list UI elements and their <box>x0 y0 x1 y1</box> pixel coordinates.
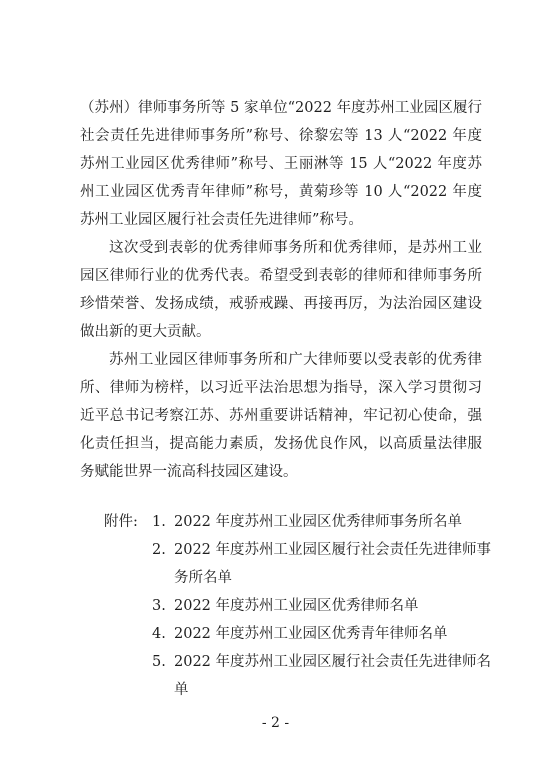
attachment-title: 2022 年度苏州工业园区履行社会责任先进律师名单 <box>174 654 492 698</box>
body-text <box>80 94 482 486</box>
attachment-title: 2022 年度苏州工业园区优秀律师名单 <box>174 598 419 614</box>
attachment-number: 3. <box>152 598 166 614</box>
attachment-number: 1. <box>152 514 166 530</box>
attachment-number: 4. <box>152 626 166 642</box>
attachments-list <box>152 508 494 704</box>
paragraph-continuation: （苏州）律师事务所等 5 家单位“2022 年度苏州工业园区履行社会责任先进律师事务所”称号、徐黎宏等 13 人“2022 年度苏州工业园区优秀律师”称号、王丽淋等 15 人“2022 年度苏州工业园区优秀青年律师”称号，黄菊珍等 10 人“2022 年度苏州工业园区履行社会责任先进律师”称号。 <box>80 100 482 228</box>
paragraph-commendation: 这次受到表彰的优秀律师事务所和优秀律师，是苏州工业园区律师行业的优秀代表。希望受到表彰的律师和律师事务所珍惜荣誉、发扬成绩，戒骄戒躁、再接再厉，为法治园区建设做出新的更大贡献。 <box>80 240 482 340</box>
attachment-item <box>152 648 494 704</box>
page-number: - 2 - <box>261 715 290 731</box>
attachment-number: 5. <box>152 654 166 670</box>
attachments-section <box>104 508 494 704</box>
attachment-item <box>152 536 494 592</box>
attachment-item <box>152 508 494 536</box>
attachments-label: 附件: <box>104 514 138 530</box>
attachment-number: 2. <box>152 542 166 558</box>
attachment-title: 2022 年度苏州工业园区优秀青年律师名单 <box>174 626 448 642</box>
paragraph-call-to-action: 苏州工业园区律师事务所和广大律师要以受表彰的优秀律所、律师为榜样，以习近平法治思想为指导，深入学习贯彻习近平总书记考察江苏、苏州重要讲话精神，牢记初心使命，强化责任担当，提高能力素质，发扬优良作风，以高质量法律服务赋能世界一流高科技园区建设。 <box>80 352 482 480</box>
attachment-title: 2022 年度苏州工业园区履行社会责任先进律师事务所名单 <box>174 542 492 586</box>
attachment-item <box>152 592 494 620</box>
attachment-title: 2022 年度苏州工业园区优秀律师事务所名单 <box>174 514 463 530</box>
attachment-item <box>152 620 494 648</box>
